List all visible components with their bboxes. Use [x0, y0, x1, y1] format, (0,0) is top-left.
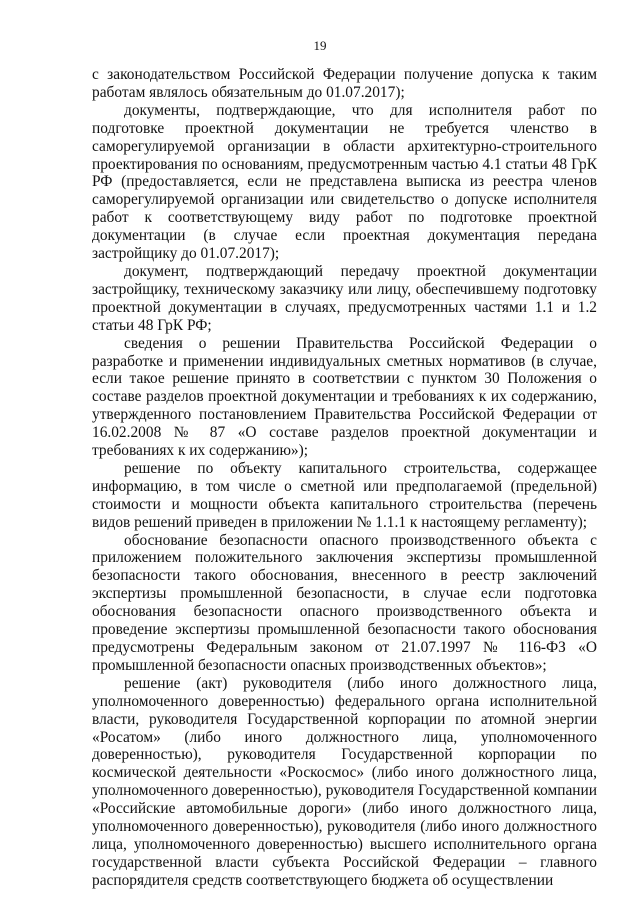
page-number: 19 [313, 38, 327, 53]
document-body [92, 66, 597, 890]
paragraph-transfer-document: документ, подтверждающий передачу проектной документации застройщику, техническому заказчику или лицу, обеспечившему подготовку проектной документации в случаях, предусмотренных частями 1.1 и 1.2 статьи 48 ГрК РФ; [92, 262, 597, 334]
paragraph-estimate-norms: сведения о решении Правительства Российской Федерации о разработке и применении индивидуальных сметных нормативов (в случае, если такое решение принято в соответствии с пунктом 30 Положения о составе разделов проектной документации и требованиях к их содержанию, утвержденного постановлением Правительства Российской Федерации от 16.02.2008 № 87 «О составе разделов проектной документации и требованиях к их содержанию»); [92, 334, 597, 460]
paragraph-construction-decision: решение по объекту капитального строительства, содержащее информацию, в том числе о сметной или предполагаемой (предельной) стоимости и мощности объекта капитального строительства (перечень видов решений приведен в приложении № 1.1.1 к настоящему регламенту); [92, 459, 597, 531]
paragraph-safety-justification: обоснование безопасности опасного производственного объекта с приложением положительного заключения экспертизы промышленной безопасности такого обоснования, внесенного в реестр заключений экспертизы промышленной безопасности, в случае если подготовка обоснования безопасности опасного производственного объекта и проведение экспертизы промышленной безопасности такого обоснования предусмотрены Федеральным законом от 21.07.1997 № 116-ФЗ «О промышленной безопасности опасных производственных объектов»; [92, 531, 597, 674]
paragraph-sro-exemption: документы, подтверждающие, что для исполнителя работ по подготовке проектной документации не требуется членство в саморегулируемой организации в области архитектурно-строительного проектирования по основаниям, предусмотренным частью 4.1 статьи 48 ГрК РФ (предоставляется, если не представлена выписка из реестра членов саморегулируемой организации или свидетельство о допуске исполнителя работ к соответствующему виду работ по подготовке проектной документации (в случае если проектная документация передана застройщику до 01.07.2017); [92, 101, 597, 263]
paragraph-authority-decision: решение (акт) руководителя (либо иного должностного лица, уполномоченного доверенностью) федерального органа исполнительной власти, руководителя Государственной корпорации по атомной энергии «Росатом» (либо иного должностного лица, уполномоченного доверенностью), руководителя Государственной корпорации по космической деятельности «Роскосмос» (либо иного должностного лица, уполномоченного доверенностью), руководителя Государственной компании «Российские автомобильные дороги» (либо иного должностного лица, уполномоченного доверенностью), руководителя (либо иного должностного лица, уполномоченного доверенностью) высшего исполнительного органа государственной власти субъекта Российской Федерации – главного распорядителя средств соответствующего бюджета об осуществлении [92, 674, 597, 889]
paragraph-continuation: с законодательством Российской Федерации получение допуска к таким работам являлось обязательным до 01.07.2017); [92, 66, 597, 101]
